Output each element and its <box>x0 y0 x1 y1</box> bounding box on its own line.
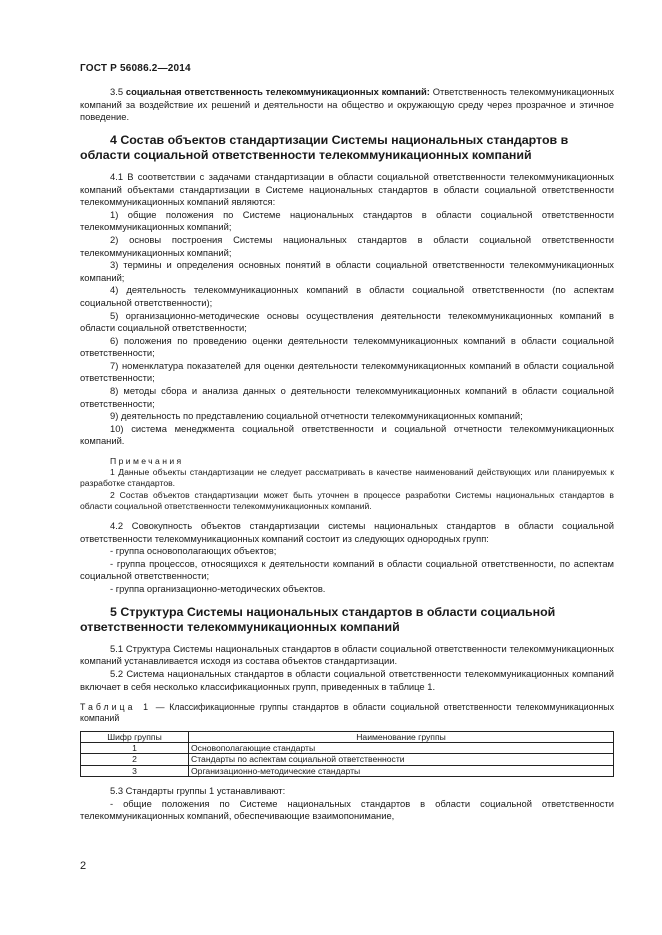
table-cell-name: Основополагающие стандарты <box>189 742 614 753</box>
list-item: 4) деятельность телекоммуникационных компаний в области социальной ответственности (по аспектам социальной ответственности); <box>80 284 614 308</box>
table-label: Таблица 1 <box>80 702 152 713</box>
list-item: 8) методы сбора и анализа данных о деятельности телекоммуникационных компаний в области социальной ответственности; <box>80 385 614 409</box>
list-item: 5) организационно-методические основы осуществления деятельности телекоммуникационных компаний в области социальной ответственности; <box>80 309 614 334</box>
group-item: - группа основополагающих объектов; <box>110 545 277 557</box>
table-caption-text: — Классификационные группы стандартов в области социальной ответственности телекоммуникационных компаний <box>80 702 614 724</box>
paragraph-5-3: 5.3 Стандарты группы 1 устанавливают: <box>110 785 286 797</box>
table-header-code: Шифр группы <box>81 731 189 742</box>
list-item: 7) номенклатура показателей для оценки деятельности телекоммуникационных компаний в области социальной ответственности; <box>80 359 614 384</box>
list-item: 3) термины и определения основных понятий в области социальной ответственности телекоммуникационных компаний; <box>80 259 614 283</box>
note-item: 2 Состав объектов стандартизации может быть уточнен в процессе разработки Системы национальных стандартов в области социальной ответственности телекоммуникационных компаний. <box>80 489 614 511</box>
table-row <box>81 742 614 753</box>
table-cell-code: 1 <box>81 742 189 753</box>
list-item: 2) основы построения Системы национальных стандартов в области социальной ответственности телекоммуникационных компаний; <box>80 233 614 258</box>
table-row <box>81 765 614 776</box>
definition-text: Ответственность телекоммуникационных компаний за воздействие их решений и деятельности на общество и окружающую среду через прозрачное и этичное поведение. <box>80 86 615 123</box>
group-item: - группа процессов, относящихся к деятельности компаний в области социальной ответственности, по аспектам социальной ответственности; <box>80 557 614 582</box>
table-header-row <box>81 731 614 742</box>
section-5-heading: 5 Структура Системы национальных стандартов в области социальной ответственности телекоммуникационных компаний <box>80 604 556 635</box>
paragraph-5-2: 5.2 Система национальных стандартов в области социальной ответственности телекоммуникационных компаний включает в себя несколько классификационных групп, приведенных в таблице 1. <box>80 667 614 692</box>
classification-table <box>80 731 614 778</box>
paragraph-5-3-item: - общие положения по Системе национальных стандартов в области социальной ответственности телекоммуникационных компаний, обеспечивающие взаимопонимание, <box>80 797 614 822</box>
notes-title: Примечания <box>110 456 184 467</box>
note-item: 1 Данные объекты стандартизации не следует рассматривать в качестве наименований действующих или планируемых к разработке стандартов. <box>80 467 614 489</box>
table-cell-code: 2 <box>81 754 189 765</box>
group-item: - группа организационно-методических объектов. <box>110 583 326 595</box>
paragraph-5-1: 5.1 Структура Системы национальных стандартов в области социальной ответственности телекоммуникационных компаний устанавливается исходя из состава объектов стандартизации. <box>80 642 614 667</box>
definition-number: 3.5 <box>110 86 124 97</box>
list-item: 1) общие положения по Системе национальных стандартов в области социальной ответственности телекоммуникационных компаний; <box>80 208 614 233</box>
paragraph-4-1: 4.1 В соответствии с задачами стандартизации в области социальной ответственности телекоммуникационных компаний объектами стандартизации в Системе национальных стандартов в области социальной ответственности телекоммуникационных компаний являются: <box>80 170 614 208</box>
definition-3-5 <box>80 86 614 124</box>
notes-block <box>80 456 614 512</box>
paragraph-4-2: 4.2 Совокупность объектов стандартизации системы национальных стандартов в области социальной ответственности телекоммуникационных компаний состоит из следующих однородных групп: <box>80 520 614 544</box>
table-row <box>81 754 614 765</box>
page-number: 2 <box>80 860 87 872</box>
table-caption <box>80 702 614 724</box>
list-item: 9) деятельность по представлению социальной отчетности телекоммуникационных компаний; <box>110 410 523 422</box>
section-4-heading: 4 Состав объектов стандартизации Системы национальных стандартов в области социальной ответственности телекоммуникационных компаний <box>80 132 569 163</box>
table-header-name: Наименование группы <box>189 731 614 742</box>
table-cell-name: Организационно-методические стандарты <box>189 765 614 776</box>
table-cell-code: 3 <box>81 765 189 776</box>
list-item: 6) положения по проведению оценки деятельности телекоммуникационных компаний в области социальной ответственности; <box>80 334 614 359</box>
definition-term: социальная ответственность телекоммуникационных компаний: <box>125 86 430 97</box>
list-item: 10) система менеджмента социальной ответственности и социальной отчетности телекоммуникационных компаний. <box>80 422 614 447</box>
table-cell-name: Стандарты по аспектам социальной ответственности <box>189 754 614 765</box>
document-code-header: ГОСТ Р 56086.2—2014 <box>80 63 191 74</box>
document-body <box>80 86 614 823</box>
